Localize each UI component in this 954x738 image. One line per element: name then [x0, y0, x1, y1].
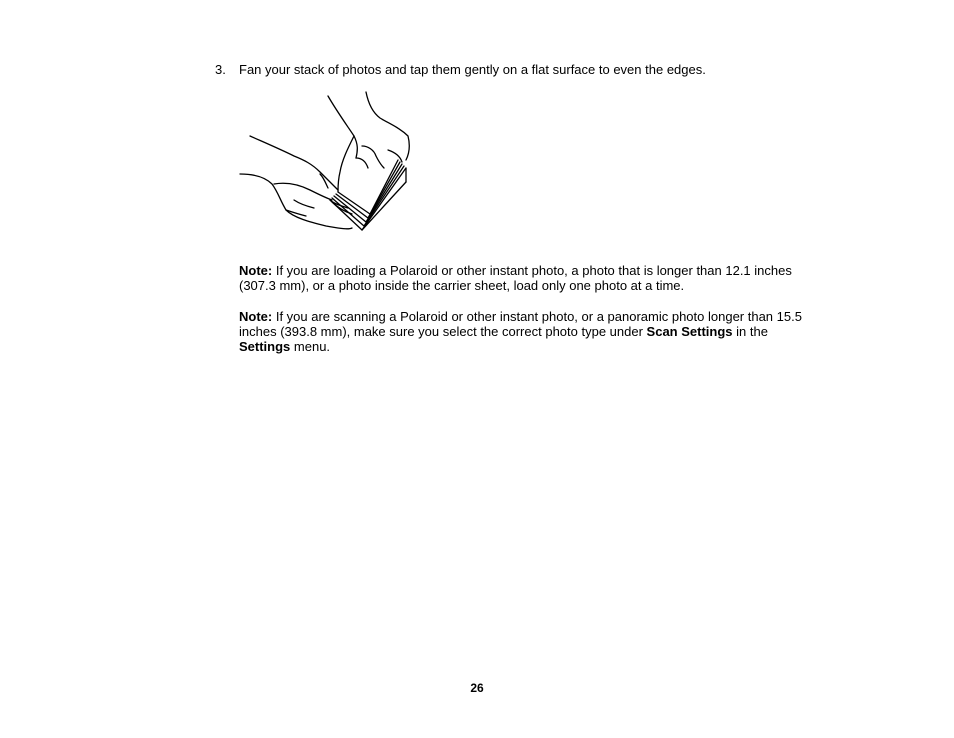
step-instruction: Fan your stack of photos and tap them gently on a flat surface to even the edges.: [239, 62, 706, 77]
note-text: in the: [732, 324, 768, 339]
note-instant-photo-loading: [239, 263, 819, 293]
step-number: 3.: [215, 62, 226, 77]
note-text: menu.: [290, 339, 331, 354]
note-scan-settings: [239, 309, 819, 354]
fanning-photos-illustration: [238, 88, 413, 234]
note-label: Note:: [239, 309, 273, 324]
note-text: If you are loading a Polaroid or other instant photo, a photo that is longer than 12.1 inches (307.3 mm), or a photo inside the carrier sheet, load only one photo at a time.: [239, 263, 792, 293]
settings-menu-term: Settings: [239, 339, 291, 354]
scan-settings-term: Scan Settings: [646, 324, 733, 339]
note-label: Note:: [239, 263, 273, 278]
note-text: If you are scanning a Polaroid or other instant photo, or a panoramic photo longer than 15.5 inches (393.8 mm), make sure you select the correct photo type under: [239, 309, 802, 339]
page-number: 26: [470, 681, 484, 695]
